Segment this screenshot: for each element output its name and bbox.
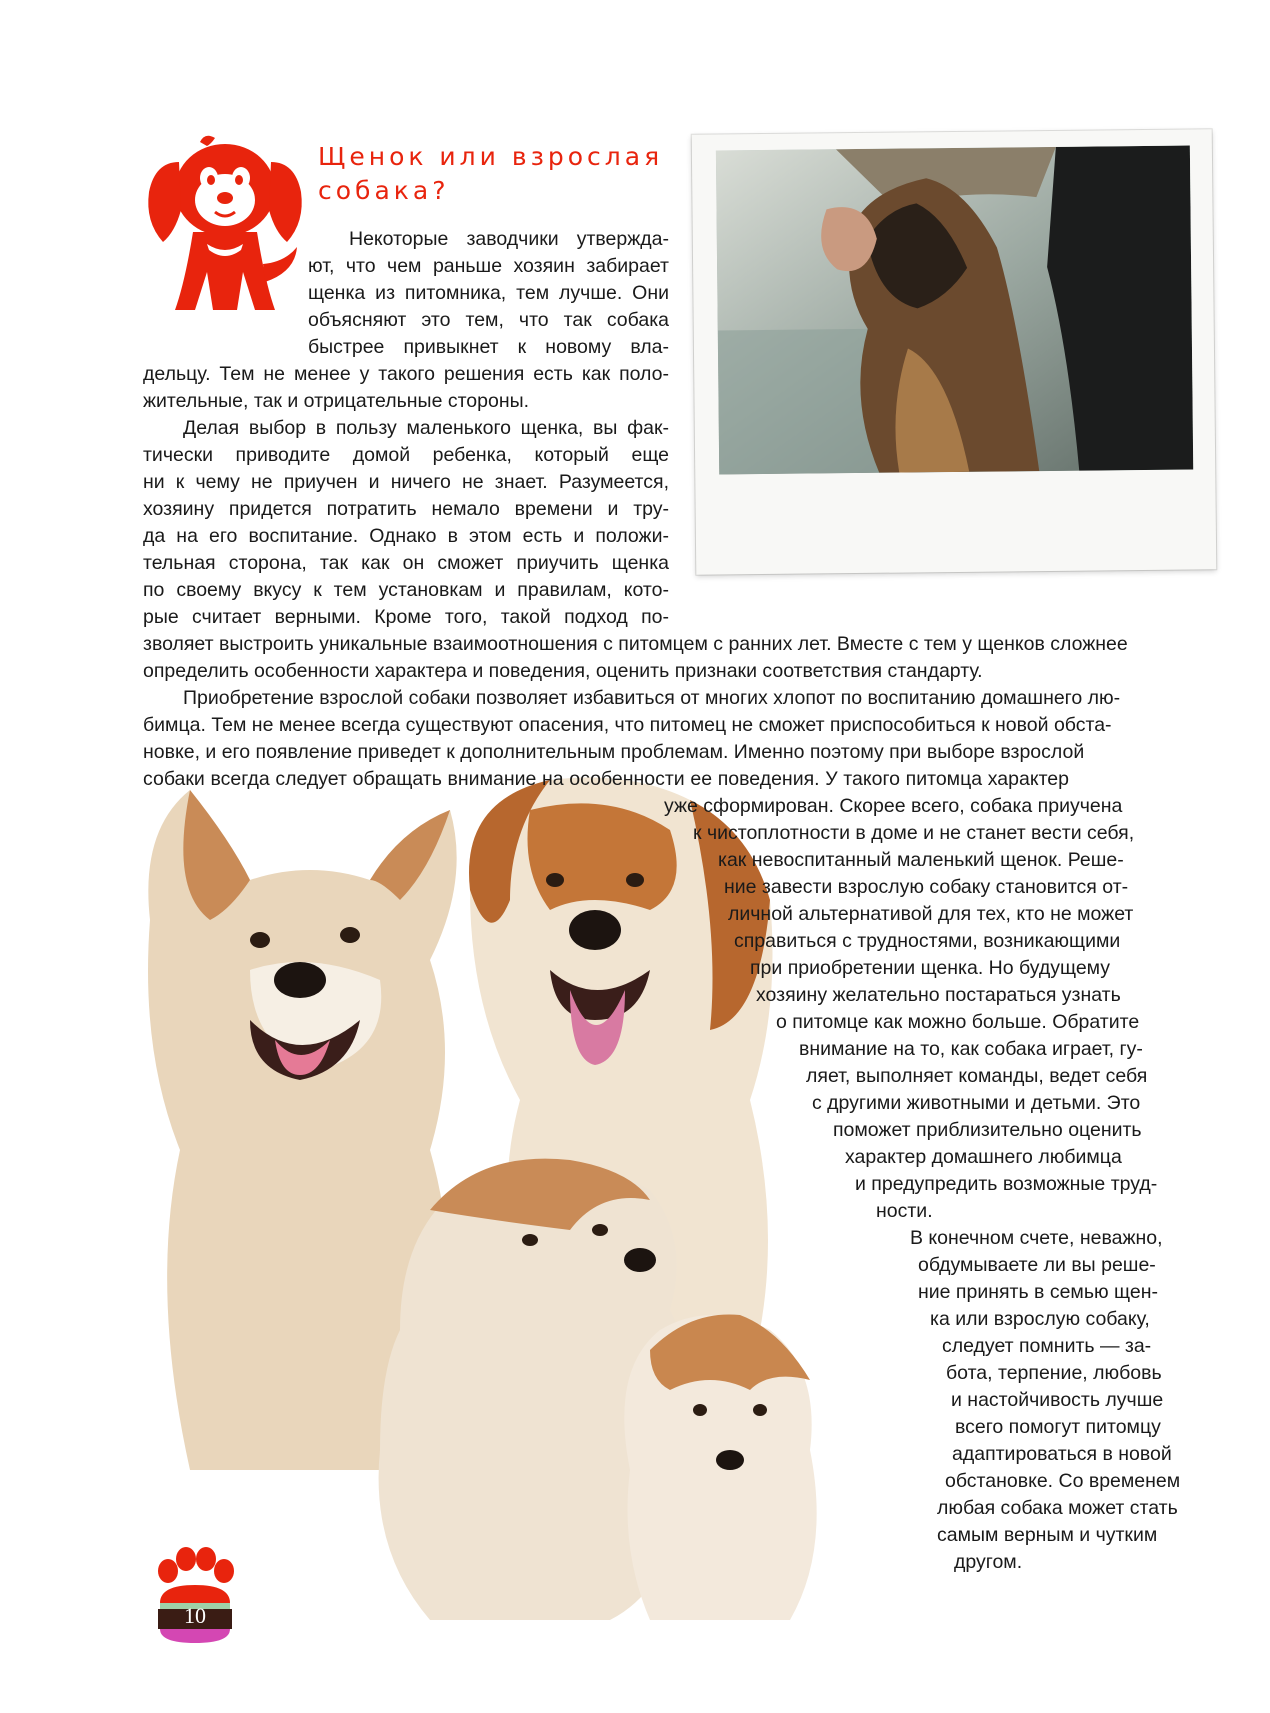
- p3-line-11: при приобретении щенка. Но будущему: [750, 957, 1111, 979]
- p3-line-12: хозяину желательно постараться узнать: [756, 984, 1121, 1006]
- page-number: 10: [184, 1603, 206, 1628]
- heading-line-1: Щенок или взрослая: [318, 142, 664, 171]
- p1-line-2: ют, что чем раньше хозяин забирает: [308, 255, 669, 277]
- p3-line-3: новке, и его появление приведет к дополнительным проблемам. Именно поэтому при выборе взрослой: [143, 741, 1085, 763]
- p3-line-7: как невоспитанный маленький щенок. Реше-: [718, 849, 1124, 871]
- p3-line-8: ние завести взрослую собаку становится от-: [724, 876, 1129, 898]
- p4-line-13: другом.: [954, 1551, 1023, 1573]
- p4-line-6: бота, терпение, любовь: [946, 1362, 1162, 1384]
- p2-line-3: ни к чему не приучен и ничего не знает. Разумеется,: [143, 471, 669, 493]
- p3-line-20: ности.: [876, 1200, 933, 1222]
- p3-line-18: характер домашнего любимца: [845, 1146, 1122, 1168]
- p4-line-7: и настойчивость лучше: [951, 1389, 1164, 1411]
- p4-line-8: всего помогут питомцу: [955, 1416, 1161, 1438]
- p4-line-11: любая собака может стать: [937, 1497, 1178, 1519]
- p3-line-14: внимание на то, как собака играет, гу-: [799, 1038, 1143, 1060]
- p4-line-1: В конечном счете, неважно,: [910, 1227, 1163, 1249]
- p3-line-17: поможет приблизительно оценить: [833, 1119, 1142, 1141]
- article-heading: [318, 140, 678, 208]
- p1-line-6: дельцу. Тем не менее у такого решения есть как поло-: [143, 363, 669, 385]
- dog-photo-illustration: [716, 146, 1193, 475]
- p3-line-16: с другими животными и детьми. Это: [812, 1092, 1141, 1114]
- p1-line-1: Некоторые заводчики утвержда-: [349, 228, 669, 250]
- p2-line-1: Делая выбор в пользу маленького щенка, вы фак-: [183, 417, 669, 439]
- p3-line-4: собаки всегда следует обращать внимание на особенности ее поведения. У такого питомца характер: [143, 768, 1069, 790]
- p3-line-19: и предупредить возможные труд-: [855, 1173, 1158, 1195]
- p3-line-9: личной альтернативой для тех, кто не может: [728, 903, 1134, 925]
- p4-line-3: ние принять в семью щен-: [918, 1281, 1158, 1303]
- dog-photo-frame: [692, 129, 1217, 574]
- p1-line-4: объясняют это тем, что так собака: [308, 309, 669, 331]
- dog-photo: [716, 146, 1193, 475]
- p3-line-10: справиться с трудностями, возникающими: [734, 930, 1121, 952]
- p3-line-5: уже сформирован. Скорее всего, собака приучена: [664, 795, 1123, 817]
- p2-line-8: рые считает верными. Кроме того, такой подход по-: [143, 606, 669, 628]
- p3-line-2: бимца. Тем не менее всегда существуют опасения, что питомец не сможет приспособиться к новой обста-: [143, 714, 1112, 736]
- p2-line-4: хозяину придется потратить немало времени и тру-: [143, 498, 669, 520]
- p3-line-6: к чистоплотности в доме и не станет вести себя,: [693, 822, 1135, 844]
- p4-line-10: обстановке. Со временем: [945, 1470, 1181, 1492]
- p2-line-6: тельная сторона, так как он сможет приучить щенка: [143, 552, 669, 574]
- p1-line-7: жительные, так и отрицательные стороны.: [143, 390, 530, 412]
- paw-print-icon: [150, 1545, 240, 1645]
- p3-line-1: Приобретение взрослой собаки позволяет избавиться от многих хлопот по воспитанию домашнего лю-: [183, 687, 1121, 709]
- p2-line-10: определить особенности характера и поведения, оценить признаки соответствия стандарту.: [143, 660, 983, 682]
- p4-line-4: ка или взрослую собаку,: [930, 1308, 1150, 1330]
- p3-line-13: о питомце как можно больше. Обратите: [776, 1011, 1140, 1033]
- p2-line-5: да на его воспитание. Однако в этом есть и положи-: [143, 525, 669, 547]
- p2-line-9: зволяет выстроить уникальные взаимоотношения с питомцем с ранних лет. Вместе с тем у щенков сложнее: [143, 633, 1128, 655]
- p4-line-9: адаптироваться в новой: [952, 1443, 1172, 1465]
- p3-line-15: ляет, выполняет команды, ведет себя: [806, 1065, 1148, 1087]
- p4-line-12: самым верным и чутким: [937, 1524, 1158, 1546]
- p1-line-5: быстрее привыкнет к новому вла-: [308, 336, 669, 358]
- p2-line-2: тически приводите домой ребенка, который еще: [143, 444, 669, 466]
- puppy-logo-icon: [145, 132, 305, 322]
- p4-line-2: обдумываете ли вы реше-: [918, 1254, 1156, 1276]
- p1-line-3: щенка из питомника, тем лучше. Они: [308, 282, 669, 304]
- heading-line-2: собака?: [318, 176, 450, 205]
- p2-line-7: по своему вкусу к тем установкам и правилам, кото-: [143, 579, 669, 601]
- p4-line-5: следует помнить — за-: [942, 1335, 1152, 1357]
